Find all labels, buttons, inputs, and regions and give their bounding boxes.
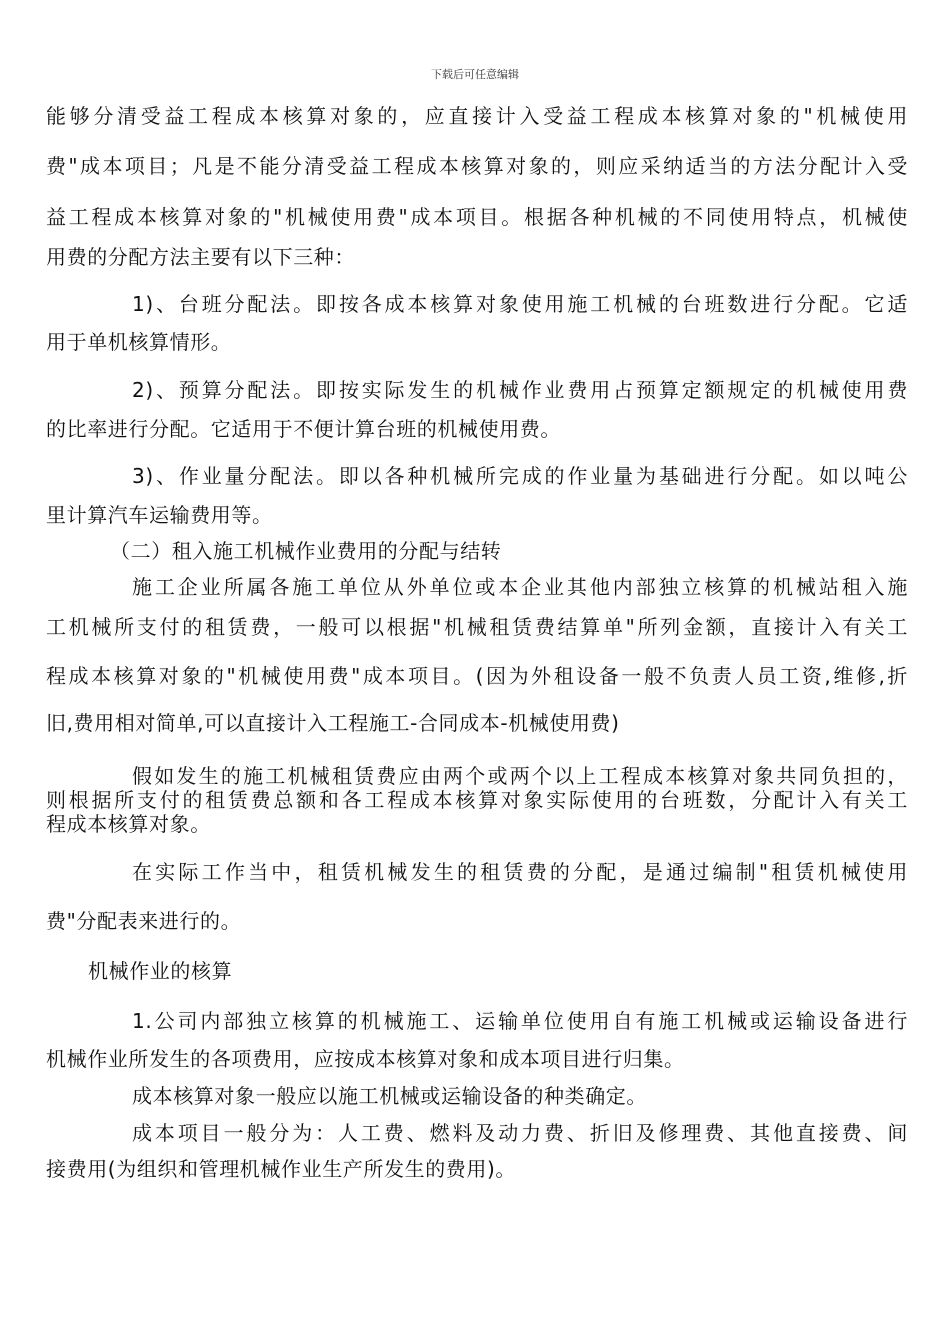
text-line: 的比率进行分配。它适用于不便计算台班的机械使用费。 <box>46 417 561 441</box>
text-line: 用费的分配方法主要有以下三种： <box>46 245 355 269</box>
text-line: 费"分配表来进行的。 <box>46 909 242 933</box>
section-heading: 机械作业的核算 <box>88 959 233 983</box>
text-line: 成本项目一般分为：人工费、燃料及动力费、折旧及修理费、其他直接费、间 <box>132 1121 908 1145</box>
text-line: 1)、台班分配法。即按各成本核算对象使用施工机械的台班数进行分配。它适 <box>132 292 908 316</box>
text-line: 施工企业所属各施工单位从外单位或本企业其他内部独立核算的机械站租入施 <box>132 575 908 599</box>
text-line: 则根据所支付的租赁费总额和各工程成本核算对象实际使用的台班数，分配计入有关工 <box>46 788 908 812</box>
text-line: 益工程成本核算对象的"机械使用费"成本项目。根据各种机械的不同使用特点，机械使 <box>46 205 908 229</box>
text-line: 工机械所支付的租赁费，一般可以根据"机械租赁费结算单"所列金额，直接计入有关工 <box>46 615 908 639</box>
text-line: 程成本核算对象的"机械使用费"成本项目。(因为外租设备一般不负责人员工资,维修,折 <box>46 664 908 688</box>
text-line: 里计算汽车运输费用等。 <box>46 503 273 527</box>
text-line: 接费用(为组织和管理机械作业生产所发生的费用)。 <box>46 1157 517 1181</box>
text-line: 成本核算对象一般应以施工机械或运输设备的种类确定。 <box>132 1084 647 1108</box>
text-line: 机械作业所发生的各项费用，应按成本核算对象和成本项目进行归集。 <box>46 1047 685 1071</box>
text-line: 在实际工作当中，租赁机械发生的租赁费的分配，是通过编制"租赁机械使用 <box>132 860 908 884</box>
text-line: 费"成本项目；凡是不能分清受益工程成本核算对象的，则应采纳适当的方法分配计入受 <box>46 154 908 178</box>
section-heading: （二）租入施工机械作业费用的分配与结转 <box>110 539 502 563</box>
text-line: 用于单机核算情形。 <box>46 330 232 354</box>
text-line: 能够分清受益工程成本核算对象的，应直接计入受益工程成本核算对象的"机械使用 <box>46 104 908 128</box>
text-line: 3)、作业量分配法。即以各种机械所完成的作业量为基础进行分配。如以吨公 <box>132 464 908 488</box>
text-line: 假如发生的施工机械租赁费应由两个或两个以上工程成本核算对象共同负担的， <box>132 764 908 788</box>
text-line: 旧,费用相对简单,可以直接计入工程施工-合同成本-机械使用费) <box>46 711 620 735</box>
text-line: 1.公司内部独立核算的机械施工、运输单位使用自有施工机械或运输设备进行 <box>132 1009 908 1033</box>
text-line: 2)、预算分配法。即按实际发生的机械作业费用占预算定额规定的机械使用费 <box>132 378 908 402</box>
text-line: 程成本核算对象。 <box>46 812 211 836</box>
header-note: 下载后可任意编辑 <box>431 68 519 81</box>
